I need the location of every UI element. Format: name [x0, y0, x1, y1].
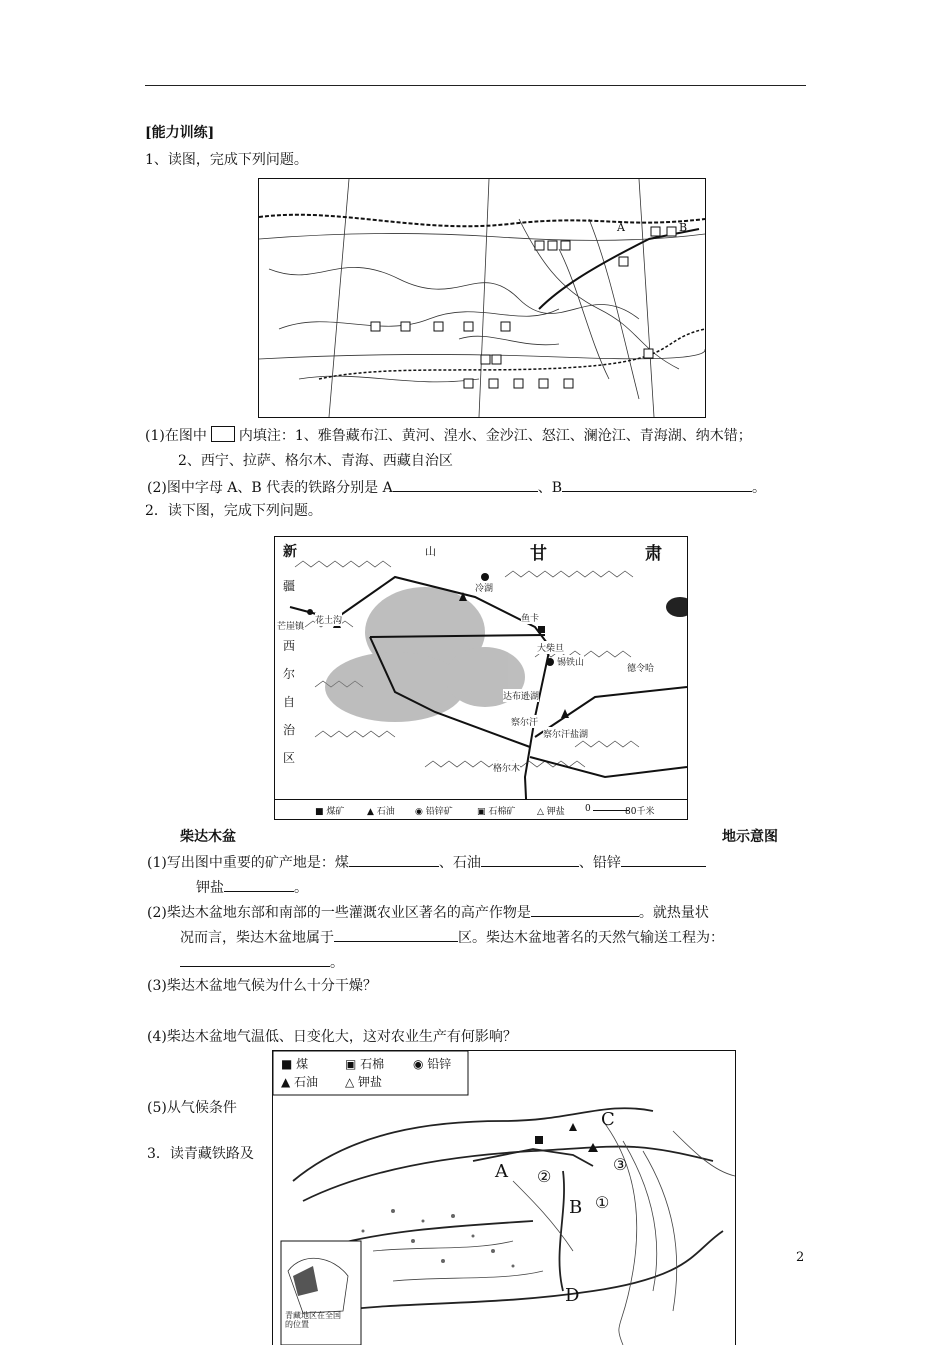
q3-legend-oil: ▲ 石油 — [281, 1075, 319, 1089]
q3-legend-leadzinc: ◉ 铅锌 — [413, 1057, 452, 1071]
q2-sub1-a: (1)写出图中重要的矿产地是：煤 — [147, 855, 349, 871]
q1-map-label-a: A — [617, 221, 625, 234]
q1-sub2-mid: 、B — [537, 480, 562, 496]
q2-sub5: (5)从气候条件 — [147, 1100, 237, 1116]
q1-map-figure — [259, 179, 705, 417]
q2-sub1 — [147, 852, 706, 872]
q1-sub2-end: 。 — [752, 480, 766, 496]
answer-blank-leadzinc[interactable] — [621, 852, 706, 867]
section-title: [能力训练] — [145, 125, 215, 141]
q3-label-circle-1: ① — [595, 1193, 610, 1212]
q1-sub2 — [147, 477, 766, 497]
answer-blank-crop[interactable] — [531, 902, 639, 917]
q2-title: 2．读下图，完成下列问题。 — [145, 503, 322, 519]
label-side6: 区 — [283, 751, 296, 765]
q3-label-c: C — [601, 1109, 615, 1130]
label-chaerhan: 察尔汗 — [511, 715, 538, 728]
q3-label-a: A — [495, 1161, 508, 1182]
q3-legend-potash: △ 钾盐 — [345, 1075, 383, 1089]
q2-sub1-e: 。 — [294, 880, 308, 896]
q2-sub2-a: (2)柴达木盆地东部和南部的一些灌溉农业区著名的高产作物是 — [147, 905, 531, 921]
q2-sub1-c: 、铅锌 — [578, 855, 621, 871]
label-gan: 甘 — [530, 544, 547, 564]
legend-oil: ▲ 石油 — [367, 807, 395, 817]
label-yuka: 鱼卡 — [521, 611, 539, 624]
q1-sub2-prefix: (2)图中字母 A、B 代表的铁路分别是 A — [147, 480, 393, 496]
q3-label-b: B — [569, 1197, 583, 1218]
q2-caption-left: 柴达木盆 — [180, 829, 236, 845]
answer-blank-potash[interactable] — [224, 877, 294, 892]
q2-caption-right: 地示意图 — [722, 829, 778, 845]
q1-fill-box — [211, 426, 235, 442]
q3-title: 3．读青藏铁路及 — [147, 1146, 254, 1162]
q2-sub3: (3)柴达木盆地气候为什么十分干燥？ — [147, 978, 377, 994]
q3-label-d: D — [565, 1285, 580, 1306]
legend-asbestos: ▣ 石棉矿 — [477, 807, 516, 817]
legend-potash: △ 钾盐 — [537, 807, 565, 817]
scale-bar — [593, 810, 629, 811]
q1-sub1-prefix: (1)在图中 — [145, 428, 207, 444]
header-rule — [145, 85, 806, 86]
q3-inset-label: 青藏地区在全国的位置 — [285, 1311, 341, 1329]
q2-sub1-line2 — [196, 877, 308, 897]
q1-map — [258, 178, 706, 418]
q2-map — [274, 536, 688, 820]
label-xitieshan: 锡铁山 — [557, 655, 584, 668]
q2-sub2-d: 区。柴达木盆地著名的天然气输送工程为： — [458, 930, 724, 946]
answer-blank-coal[interactable] — [349, 852, 439, 867]
q2-sub2-e: 。 — [330, 955, 344, 971]
label-side4: 自 — [283, 695, 296, 709]
q1-sub1-suffix: 内填注：1、雅鲁藏布江、黄河、湟水、金沙江、怒江、澜沧江、青海湖、纳木错； — [238, 428, 752, 444]
answer-blank-oil[interactable] — [481, 852, 579, 867]
q1-sub1 — [145, 426, 752, 445]
label-side3: 尔 — [283, 667, 296, 681]
q3-map-figure — [273, 1051, 735, 1345]
label-side2: 西 — [283, 639, 296, 653]
label-huatugou: 花土沟 — [315, 613, 342, 626]
label-delingha: 德令哈 — [627, 661, 654, 674]
q3-legend-coal: ■ 煤 — [281, 1057, 309, 1071]
label-chaerhan-lake: 察尔汗盐湖 — [543, 727, 588, 740]
q3-label-circle-3: ③ — [613, 1155, 628, 1174]
q2-sub4: (4)柴达木盆地气温低、日变化大，这对农业生产有何影响？ — [147, 1029, 517, 1045]
label-lenghu: 冷湖 — [475, 581, 493, 594]
legend-leadzinc: ◉ 铅锌矿 — [415, 807, 453, 817]
q1-map-label-b: B — [679, 221, 688, 234]
q2-sub2-b: 。就热量状 — [638, 905, 709, 921]
scale-zero: 0 — [585, 804, 591, 814]
q2-sub2 — [147, 902, 709, 922]
answer-blank-gas[interactable] — [180, 952, 330, 967]
scale-label: 80千米 — [625, 807, 655, 817]
q2-sub2-line2 — [180, 927, 724, 947]
q1-title: 1、读图，完成下列问题。 — [145, 152, 308, 168]
label-su: 肃 — [645, 544, 662, 564]
q3-map — [272, 1050, 736, 1345]
label-shan: 山 — [425, 545, 436, 558]
answer-blank-a[interactable] — [393, 477, 538, 492]
q2-sub1-b: 、石油 — [438, 855, 481, 871]
label-side5: 治 — [283, 723, 296, 737]
label-dabuxun: 达布逊湖 — [503, 689, 539, 702]
label-geermu: 格尔木 — [493, 761, 520, 774]
label-dachaidan: 大柴旦 — [537, 641, 564, 654]
q2-sub2-line3 — [180, 952, 344, 972]
label-mangya: 芒崖镇 — [277, 619, 304, 632]
q2-sub1-d: 钾盐 — [196, 880, 224, 896]
q2-map-legend — [275, 799, 687, 820]
q2-sub2-c: 况而言，柴达木盆地属于 — [180, 930, 334, 946]
q1-sub1-line2: 2、西宁、拉萨、格尔木、青海、西藏自治区 — [178, 453, 453, 469]
q3-label-circle-2: ② — [537, 1167, 552, 1186]
legend-coal: ■ 煤矿 — [315, 807, 345, 817]
q2-map-figure — [275, 537, 687, 819]
page-number: 2 — [796, 1250, 805, 1265]
q3-legend-asbestos: ▣ 石棉 — [345, 1057, 385, 1071]
label-side1: 疆 — [283, 579, 296, 593]
answer-blank-b[interactable] — [562, 477, 752, 492]
answer-blank-zone[interactable] — [334, 927, 458, 942]
label-xin: 新 — [283, 544, 297, 560]
